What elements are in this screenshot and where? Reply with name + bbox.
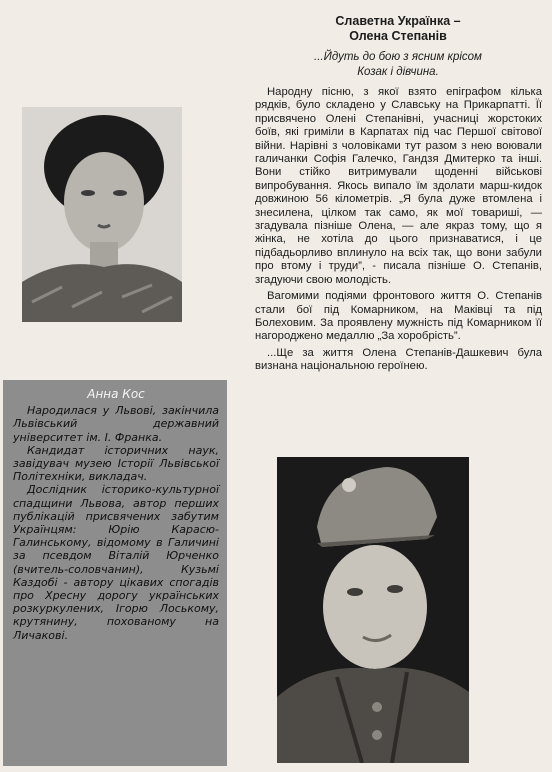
epigraph-line-1: ...Йдуть до бою з ясним крісом — [314, 51, 482, 63]
bio-paragraph: Кандидат історичних наук, завідувач музею Історії Львівської Політехніки, викладач. — [13, 443, 219, 484]
article-paragraph: Вагомими подіями фронтового життя О. Степанів стали бої під Комарником, на Маківці та під Болеховим. За проявлену мужність під Комарником її нагороджено медаллю „За хоробрість”. — [255, 290, 542, 343]
article-paragraph: Народну пісню, з якої взято епіграфом кілька рядків, було складено у Славську на Прикарпатті. Її присвячено Олені Степанівні, учасниці жорстоких боїв, які гриміли в Карпатах під час Першої світової війни. Нарівні з чоловіками тут разом з нею воювали галичанки Софія Галечко, Гандзя Дмитерко та інші. Вони стійко витримували щоденні військові випробування. Якось випало їм здолати марш-кидок довжиною 56 кілометрів. „Я була дуже втомлена і знесилена, цілком так само, як мої товариші, — згадувала пізніше Олена, — але якраз тому, що я жінка, не хотіла до цього признаватися, і це підбадьорливо вплинуло на всіх так, що вони забули про втому і труди”, - писала пізніше О. Степанів, згадуючи свою молодість. — [255, 86, 542, 286]
author-bio-box — [3, 380, 227, 766]
epigraph — [260, 50, 536, 80]
article-title — [260, 14, 536, 44]
article-paragraph: ...Ще за життя Олена Степанів-Дашкевич була визнана національною героїнею. — [255, 346, 542, 373]
soldier-portrait-photo — [277, 457, 469, 763]
article-body — [255, 86, 542, 377]
article-header — [200, 14, 536, 86]
author-name: Анна Кос — [87, 387, 145, 401]
epigraph-line-2: Козак і дівчина. — [357, 66, 439, 78]
bio-paragraph: Народилася у Львові, закінчила Львівський державний університет ім. І. Франка. — [13, 404, 219, 444]
article-title-line-1: Славетна Українка – — [335, 14, 461, 28]
article-title-line-2: Олена Степанів — [349, 29, 447, 43]
bio-paragraph: Дослідник історико-культурної спадщини Львова, автор перших публікацій присвячених забутим Українцям: Юрію Карасю-Галинському, відомому в Галичині за псевдом Віталій Юрченко (вчитель-соловчанин), Кузьмі Каздобі - автору цікавих спогадів про Хресну дорогу українських розкуркулених, Ігорю Лоському, крутянину, похованому на Личакові. — [13, 483, 219, 642]
author-portrait-photo — [22, 107, 182, 322]
